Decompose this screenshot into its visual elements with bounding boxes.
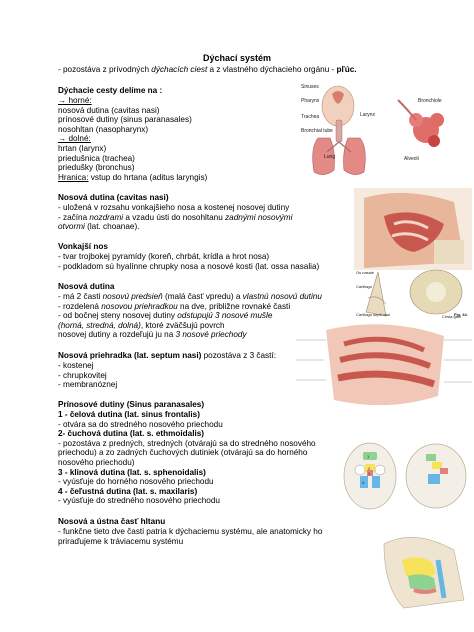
body-line: - od bočnej steny nosovej dutiny odstupujú 3 nosové mušle [58, 311, 273, 321]
section-heading-airways: Dýchacie cesty delíme na : [58, 86, 163, 95]
nasal-skeleton-figure [354, 268, 472, 320]
head-sagittal-figure [354, 188, 472, 270]
lower-item: hrtan (larynx) [58, 144, 107, 153]
fig1-label: Pharynx [301, 98, 320, 104]
septum-heading: Nosová priehradka (lat. septum nasi) pozostáva z 3 častí: [58, 351, 276, 360]
lower-item: priedušnica (trachea) [58, 153, 135, 163]
body-line: - vyúsťuje do horného nosového priechodu [58, 477, 214, 487]
fig1-label: Lung [324, 154, 336, 160]
list-item: - membranóznej [58, 380, 118, 390]
sinus-heading: 3 - klinová dutina (lat. s. sphenoidalis) [58, 467, 206, 477]
body-line: - rozdelená nosovou priehradkou na dve, približne rovnaké časti [58, 301, 291, 311]
fig2-label: Crista galli [442, 314, 461, 319]
upper-item: prínosové dutiny (sinus paranasales) [58, 115, 192, 125]
paranasal-sinuses-figure [336, 440, 472, 516]
section-heading-sinuses: Prínosové dutiny (Sinus paranasales) [58, 400, 205, 409]
upper-item: nosová dutina (cavitas nasi) [58, 105, 160, 115]
fig1-label: Trachea [301, 114, 320, 120]
body-line: - otvára sa do stredného nosového priechodu [58, 419, 223, 429]
fig1-label: Larynx [360, 112, 376, 118]
border-line: Hranica: vstup do hrtana (aditus laryngis) [58, 172, 208, 182]
fig1-label: Sinuses [301, 84, 319, 90]
list-item: - chrupkovitej [58, 370, 107, 380]
lateral-nasal-wall-figure [296, 320, 472, 408]
body-line: - má 2 časti nosovú predsieň (malá časť vpredu) a vlastnú nosovú dutinu [58, 292, 322, 301]
sinus-heading: 4 - čeľustná dutina (lat. s. maxilaris) [58, 486, 198, 496]
section-heading-nasal-cavity: Nosová dutina (cavitas nasi) [58, 193, 169, 202]
respiratory-system-figure [298, 80, 458, 180]
body-line: priechodu) a zo zadných čuchových dutiniek (otvárajú sa do horného [58, 448, 308, 458]
sinus-heading: 2- čuchová dutina (lat. s. ethmoidalis) [58, 429, 205, 439]
body-line: - podkladom sú hyalínne chrupky nosa a nosové kosti (lat. ossa nasalia) [58, 261, 320, 271]
fig2-label: Cartilago septi nasi [356, 312, 391, 317]
fig2-number: Fig. 34. [454, 312, 468, 317]
body-line: otvormi (lat. choanae). [58, 222, 140, 232]
lower-item: priedušky (bronchus) [58, 163, 135, 173]
pharynx-figure [376, 530, 472, 610]
fig2-label: Os nasale [356, 270, 375, 275]
body-line: nosovej dutiny a rozdeľujú ju na 3 nosové priechody [58, 330, 247, 340]
section-heading-pharynx: Nosová a ústna časť hltanu [58, 517, 166, 526]
sinus-number: 4 [362, 480, 365, 485]
sinus-heading: 1 - čelová dutina (lat. sinus frontalis) [58, 410, 200, 419]
sinus-number: 1 [367, 454, 370, 459]
fig2-label: Cartilago [356, 284, 373, 289]
fig1-label: Alveoli [404, 156, 419, 162]
body-line: nosového priechodu) [58, 458, 135, 467]
sinus-number: 3 [368, 472, 370, 476]
body-line: - začína nozdrami a vzadu ústi do nosohltanu zadnými nosovými [58, 212, 293, 222]
body-line: - funkčne tieto dve časti patria k dýchaciemu systému, ale anatomicky ho [58, 527, 323, 536]
list-item: - kostenej [58, 361, 94, 370]
body-line: - tvar trojbokej pyramídy (koreň, chrbát, krídla a hrot nosa) [58, 252, 270, 261]
body-line: - pozostáva z predných, stredných (otvárajú sa do stredného nosového [58, 438, 316, 448]
body-line: - uložená v rozsahu vonkajšieho nosa a kostenej nosovej dutiny [58, 203, 290, 212]
upper-label: → horné: [58, 96, 92, 105]
fig1-label: Bronchial tube [301, 128, 333, 134]
fig1-label: Bronchiole [418, 98, 442, 104]
section-heading-nasal-cavity-2: Nosová dutina [58, 282, 115, 291]
sinus-number: 2 [368, 466, 371, 471]
lower-label: → dolné: [58, 134, 91, 144]
intro-line: - pozostáva z prívodných dýchacích ciest a z vlastného dýchacieho orgánu - pľúc. [58, 65, 357, 74]
section-heading-external-nose: Vonkajší nos [58, 242, 108, 251]
body-line: - vyúsťuje do stredného nosového priechodu [58, 496, 220, 506]
body-line: (horná, stredná, dolná), ktoré zväčšujú povrch [58, 320, 225, 330]
body-line: priraďujeme k tráviacemu systému [58, 536, 184, 546]
page-title: Dýchací systém [202, 53, 272, 63]
upper-item: nosohltan (nasopharynx) [58, 124, 149, 134]
